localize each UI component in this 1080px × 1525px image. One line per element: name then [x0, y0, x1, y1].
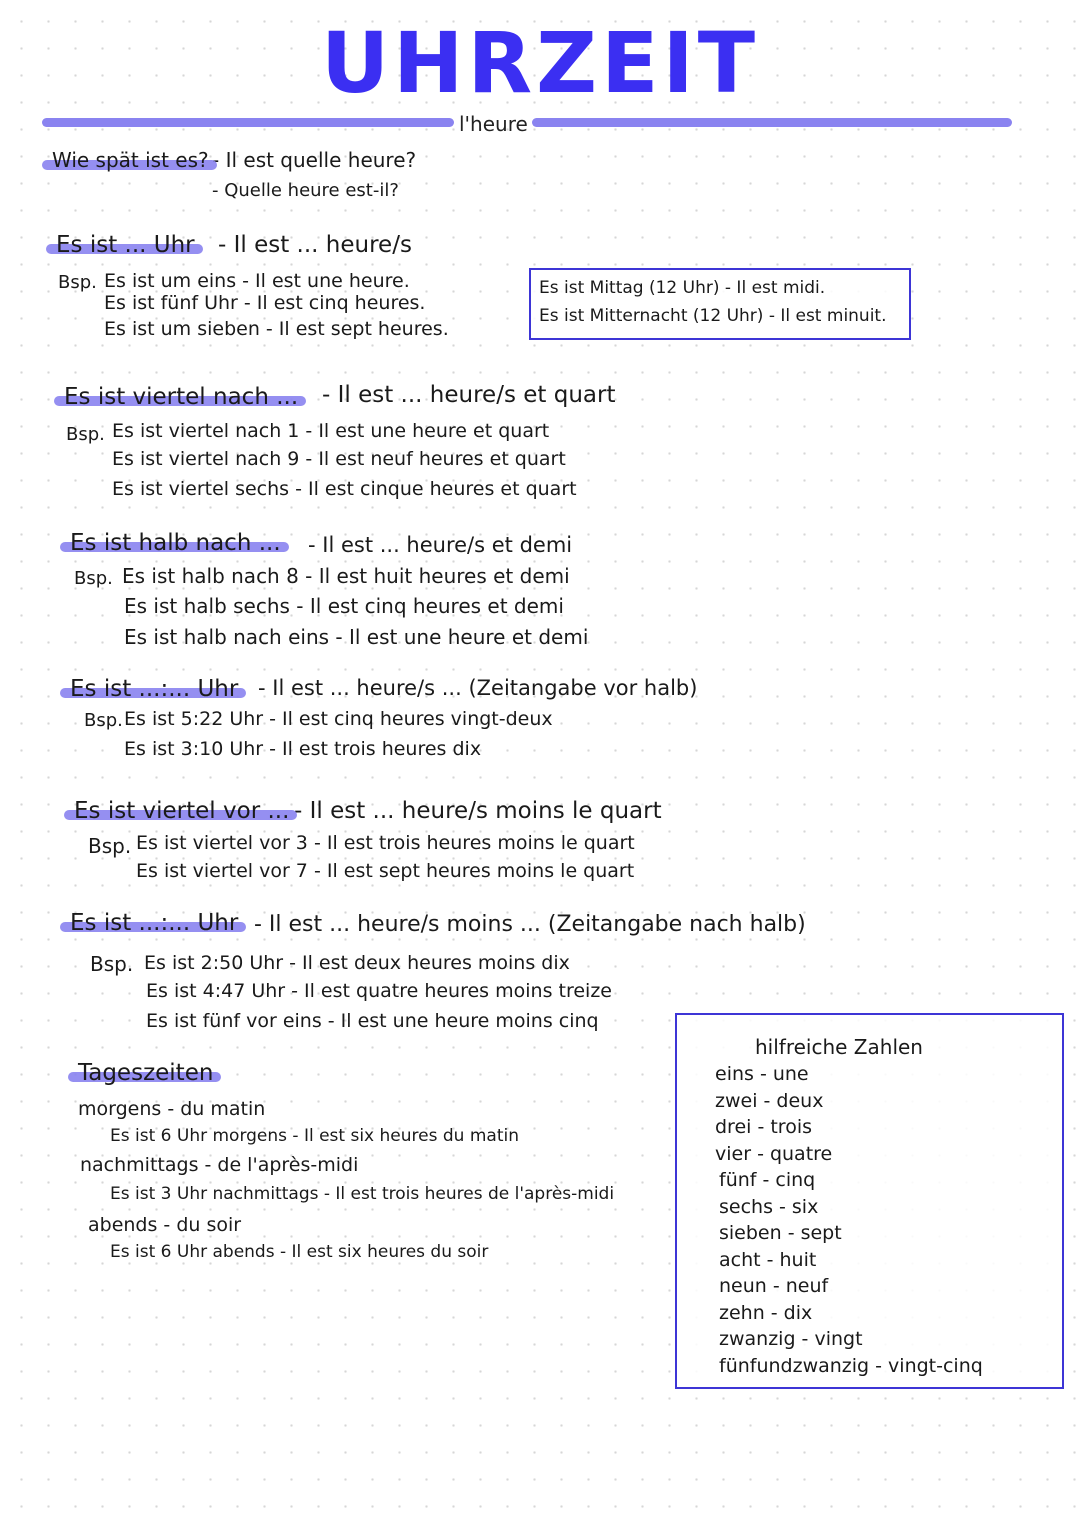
number-item: zwei - deux [715, 1089, 824, 1112]
example-line: Es ist 3:10 Uhr - Il est trois heures dix [124, 738, 482, 760]
number-item: sieben - sept [719, 1222, 842, 1244]
number-item: acht - huit [719, 1248, 817, 1271]
midnight-line: Es ist Mitternacht (12 Uhr) - Il est minuit. [539, 306, 887, 326]
title-rule-left [42, 118, 454, 127]
section-fr-full-hour: - Il est ... heure/s [218, 232, 412, 258]
number-item: sechs - six [719, 1195, 819, 1218]
section-header-time-after-half: Es ist ...:... Uhr [70, 910, 239, 936]
example-line: Es ist 4:47 Uhr - Il est quatre heures moins treize [146, 980, 612, 1002]
question-fr-2: - Quelle heure est-il? [212, 180, 399, 201]
example-line: Es ist halb nach eins - Il est une heure et demi [124, 625, 589, 649]
example-line: Es ist viertel nach 1 - Il est une heure et quart [112, 420, 550, 442]
question-fr-1: - Il est quelle heure? [212, 148, 417, 172]
time-of-day-example: Es ist 6 Uhr abends - Il est six heures du soir [110, 1242, 489, 1262]
page-subtitle: l'heure [459, 112, 528, 136]
example-line: Es ist viertel nach 9 - Il est neuf heures et quart [112, 448, 566, 470]
example-line: Es ist 5:22 Uhr - Il est cinq heures vingt-deux [124, 708, 553, 730]
number-item: neun - neuf [719, 1275, 829, 1297]
number-item: zehn - dix [719, 1301, 813, 1324]
section-fr-half: - Il est ... heure/s et demi [308, 533, 573, 557]
section-fr-quarter-to: - Il est ... heure/s moins le quart [294, 798, 662, 824]
number-item: zwanzig - vingt [719, 1328, 863, 1350]
example-line: Es ist 2:50 Uhr - Il est deux heures moins dix [144, 952, 570, 974]
time-of-day-example: Es ist 3 Uhr nachmittags - Il est trois heures de l'après-midi [110, 1184, 615, 1204]
section-fr-time-before-half: - Il est ... heure/s ... (Zeitangabe vor halb) [258, 676, 698, 700]
section-fr-time-after-half: - Il est ... heure/s moins ... (Zeitangabe nach halb) [254, 912, 806, 937]
number-item: fünf - cinq [719, 1169, 816, 1191]
bsp-label: Bsp. [66, 424, 105, 445]
section-header-full-hour: Es ist ... Uhr [56, 232, 195, 258]
helpful-numbers-title: hilfreiche Zahlen [755, 1035, 923, 1059]
example-line: Es ist um eins - Il est une heure. [104, 270, 410, 292]
number-item: vier - quatre [715, 1142, 833, 1165]
bsp-label: Bsp. [84, 710, 123, 731]
title-rule-right [532, 118, 1012, 127]
example-line: Es ist viertel sechs - Il est cinque heures et quart [112, 478, 577, 500]
section-fr-quarter-past: - Il est ... heure/s et quart [322, 382, 616, 408]
section-header-time-before-half: Es ist ...:... Uhr [70, 676, 239, 702]
example-line: Es ist halb nach 8 - Il est huit heures et demi [122, 564, 570, 588]
number-item: fünfundzwanzig - vingt-cinq [719, 1354, 983, 1377]
time-of-day-example: Es ist 6 Uhr morgens - Il est six heures du matin [110, 1126, 519, 1146]
time-of-day-term: nachmittags - de l'après-midi [80, 1154, 359, 1176]
example-line: Es ist um sieben - Il est sept heures. [104, 318, 449, 340]
section-header-times-of-day: Tageszeiten [78, 1060, 214, 1086]
time-of-day-term: morgens - du matin [78, 1098, 266, 1120]
bsp-label: Bsp. [58, 272, 97, 293]
question-de: Wie spät ist es? [52, 148, 209, 172]
example-line: Es ist fünf vor eins - Il est une heure moins cinq [146, 1010, 599, 1032]
noon-midnight-box [529, 268, 911, 340]
example-line: Es ist viertel vor 3 - Il est trois heures moins le quart [136, 832, 635, 854]
time-of-day-term: abends - du soir [88, 1214, 242, 1236]
example-line: Es ist fünf Uhr - Il est cinq heures. [104, 292, 426, 314]
helpful-numbers-box [675, 1013, 1064, 1389]
noon-line: Es ist Mittag (12 Uhr) - Il est midi. [539, 278, 826, 298]
bsp-label: Bsp. [90, 952, 134, 976]
example-line: Es ist halb sechs - Il est cinq heures et demi [124, 594, 564, 618]
bsp-label: Bsp. [74, 568, 113, 589]
number-item: eins - une [715, 1063, 809, 1085]
section-header-quarter-to: Es ist viertel vor ... [74, 798, 290, 824]
page-title: UHRZEIT [320, 14, 760, 112]
section-header-half: Es ist halb nach ... [70, 530, 281, 556]
number-item: drei - trois [715, 1116, 813, 1138]
bsp-label: Bsp. [88, 834, 132, 858]
section-header-quarter-past: Es ist viertel nach ... [64, 384, 299, 410]
example-line: Es ist viertel vor 7 - Il est sept heures moins le quart [136, 860, 635, 882]
